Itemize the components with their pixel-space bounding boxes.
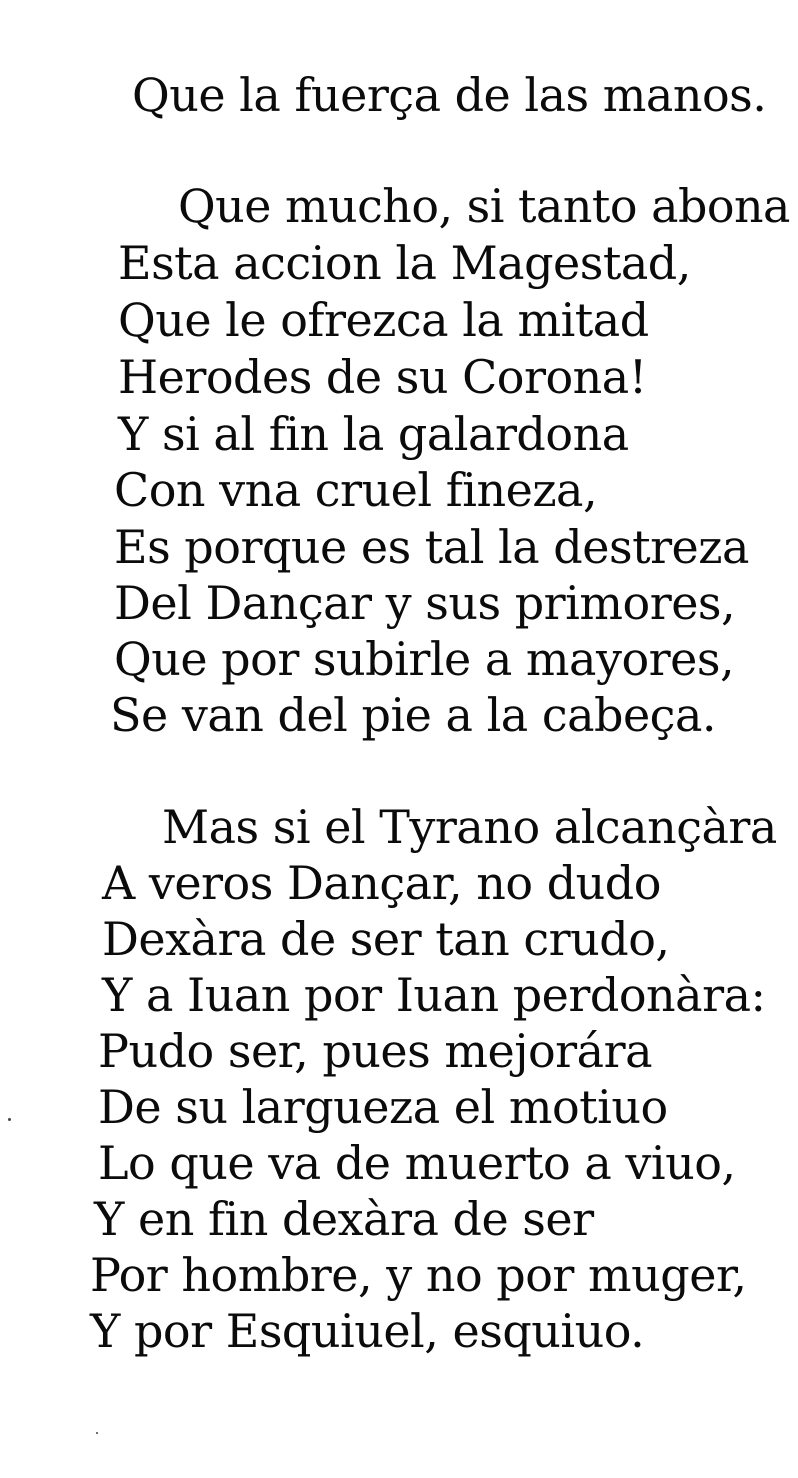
- stanza-1-line-6: Con vna cruel fineza,: [114, 463, 598, 517]
- stanza-1-line-5: Y si al fin la galardona: [118, 407, 629, 461]
- stanza-2-line-2: A veros Dançar, no dudo: [102, 856, 661, 910]
- closing-verse-line: Que la fuerça de las manos.: [132, 68, 767, 122]
- ink-speck: [96, 1432, 98, 1434]
- stanza-1-line-1: Que mucho, si tanto abona: [178, 179, 790, 233]
- stanza-1-line-9: Que por subirle a mayores,: [114, 632, 735, 686]
- stanza-1-line-4: Herodes de su Corona!: [118, 350, 647, 404]
- stanza-2-line-10: Y por Esquiuel, esquiuo.: [90, 1304, 645, 1358]
- stanza-2-line-6: De su largueza el motiuo: [98, 1080, 668, 1134]
- stanza-1-line-8: Del Dançar y sus primores,: [114, 576, 736, 630]
- stanza-2-line-5: Pudo ser, pues mejorára: [98, 1024, 652, 1078]
- stanza-1-line-2: Esta accion la Magestad,: [118, 236, 691, 290]
- stanza-1-line-3: Que le ofrezca la mitad: [118, 293, 649, 347]
- ink-speck: [8, 1118, 11, 1121]
- stanza-2-line-4: Y a Iuan por Iuan perdonàra:: [102, 968, 766, 1022]
- stanza-2-line-1: Mas si el Tyrano alcançàra: [162, 800, 777, 854]
- stanza-1-line-10: Se van del pie a la cabeça.: [110, 688, 716, 742]
- stanza-2-line-7: Lo que va de muerto a viuo,: [98, 1136, 736, 1190]
- stanza-2-line-8: Y en fin dexàra de ser: [94, 1192, 594, 1246]
- stanza-2-line-9: Por hombre, y no por muger,: [90, 1248, 747, 1302]
- stanza-1-line-7: Es porque es tal la destreza: [114, 520, 749, 574]
- stanza-2-line-3: Dexàra de ser tan crudo,: [102, 912, 670, 966]
